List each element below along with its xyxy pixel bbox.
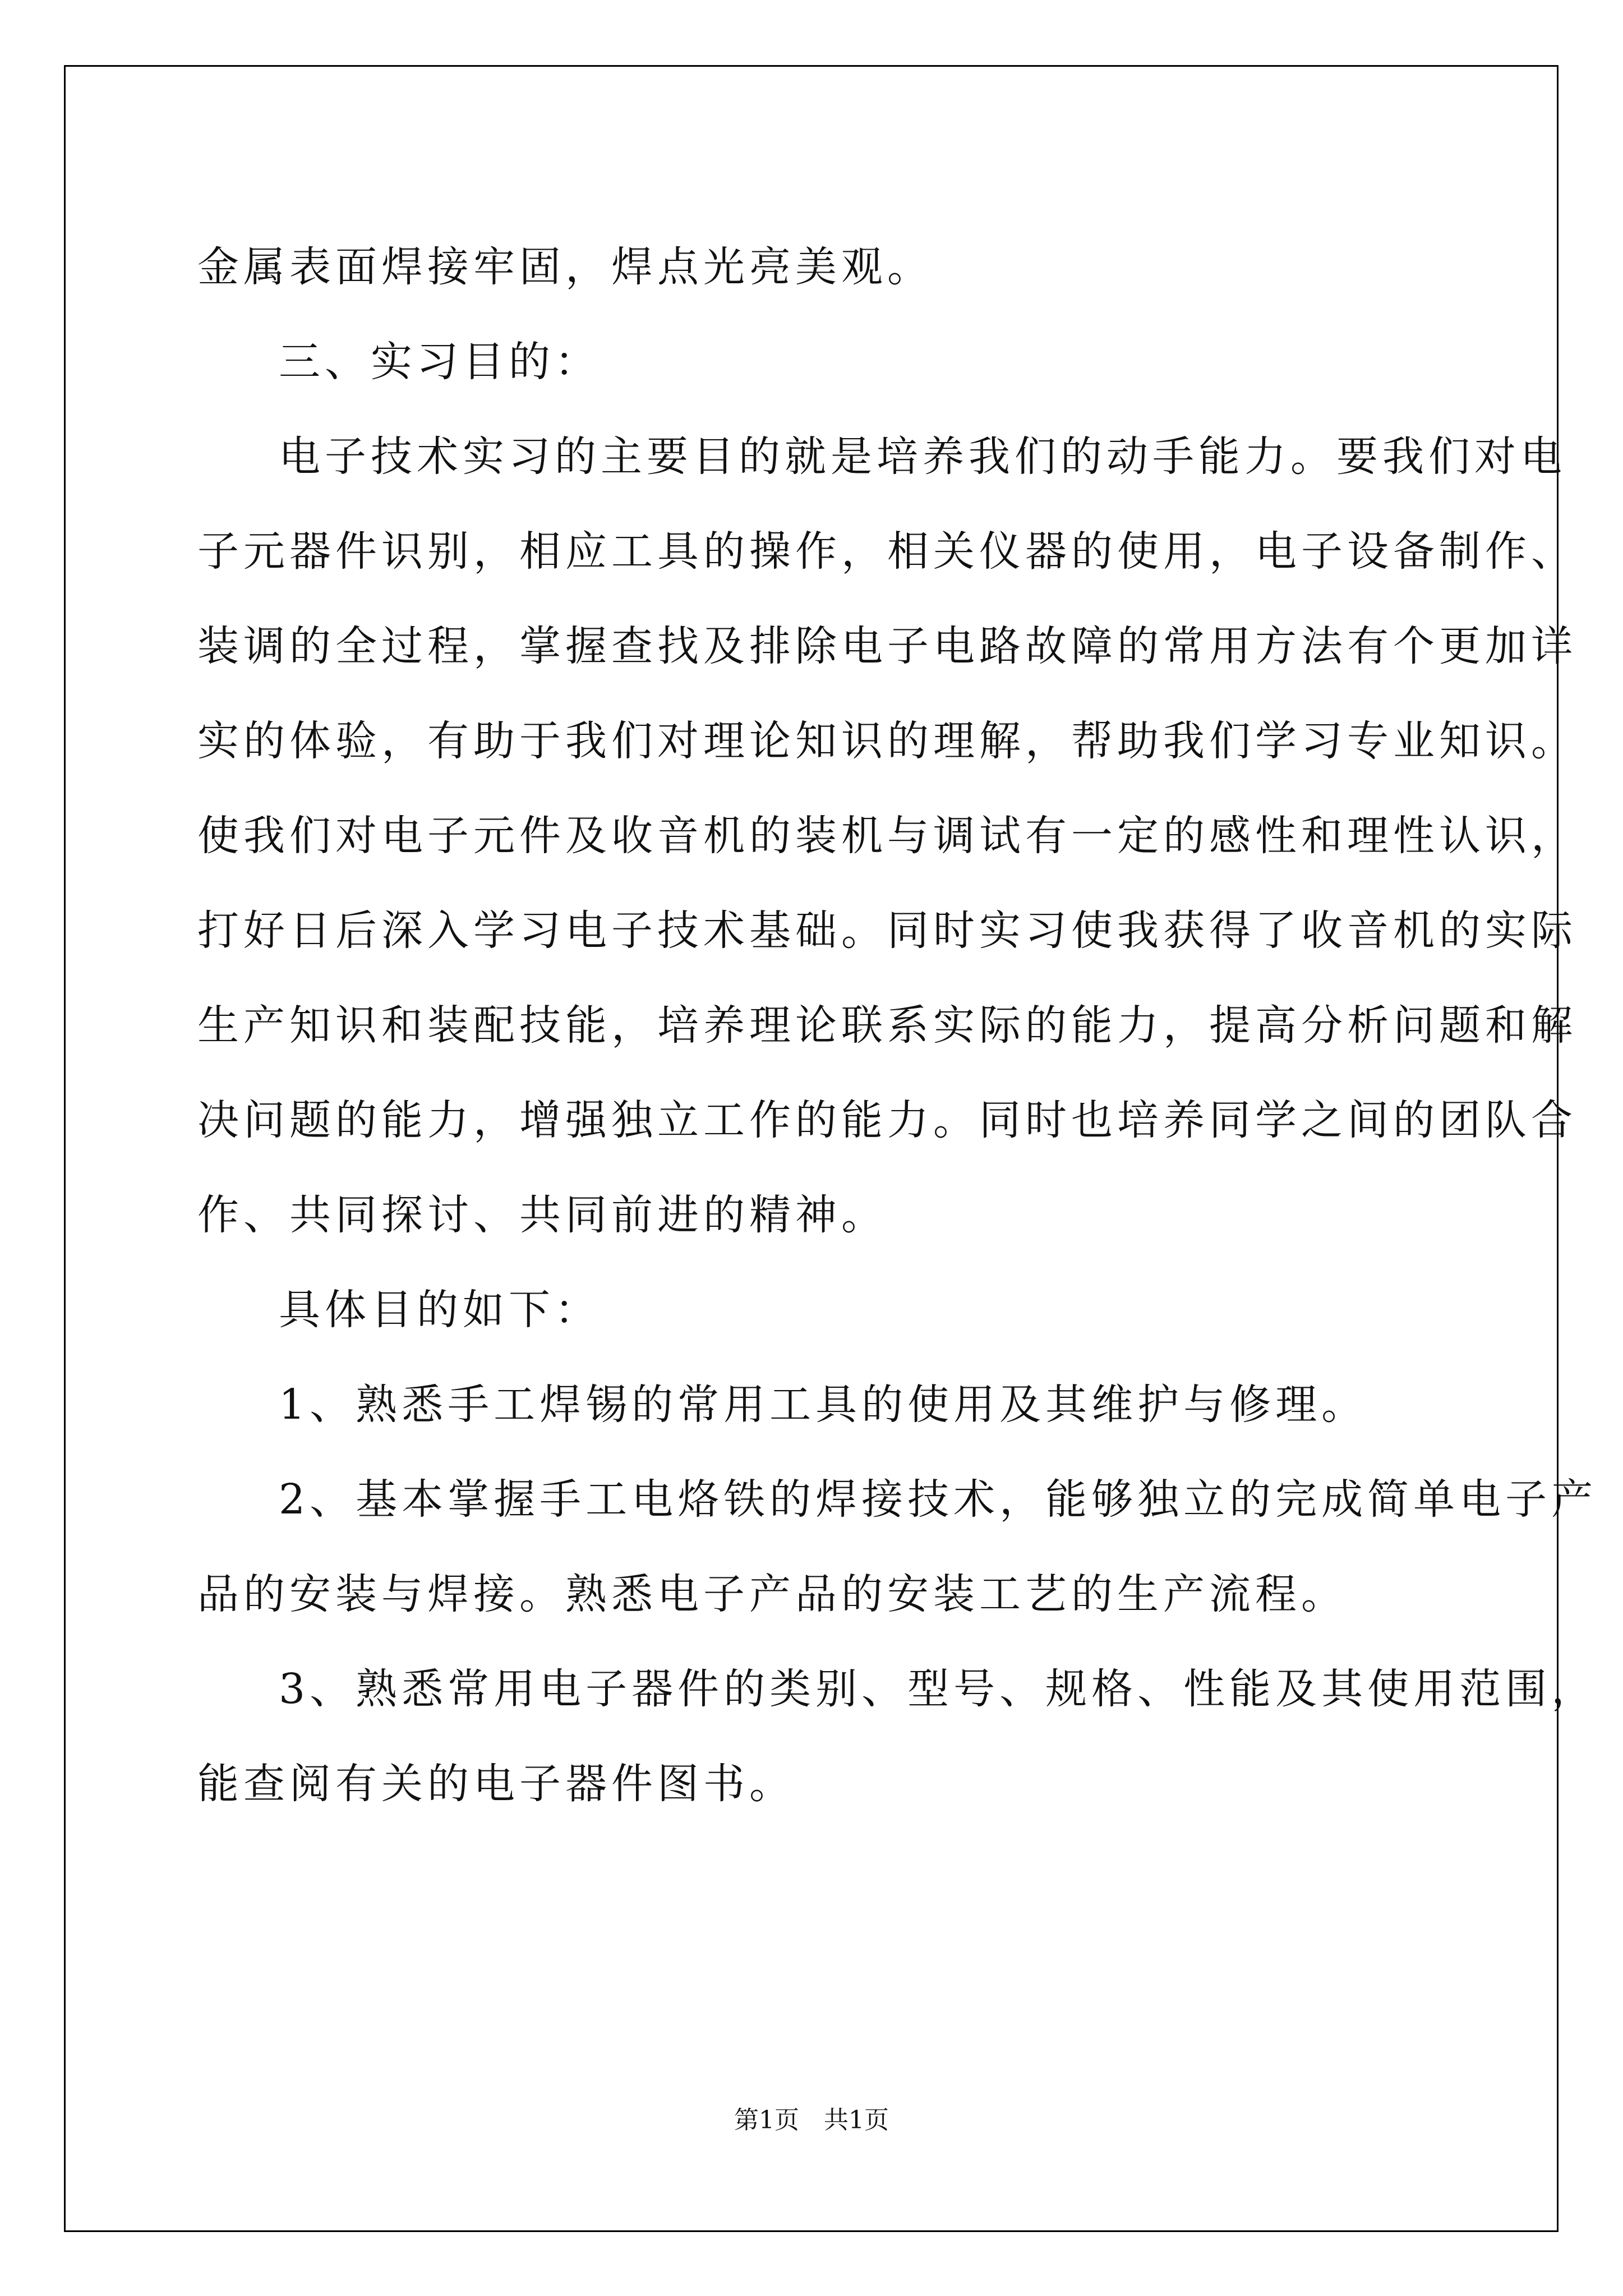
text-line-3: 电子技术实习的主要目的就是培养我们的动手能力。要我们对电: [279, 432, 1566, 481]
text-line-5: 装调的全过程，掌握查找及排除电子电路故障的常用方法有个更加详: [197, 622, 1577, 670]
page-footer: 第1页 共1页: [734, 2106, 889, 2134]
list-item-1: 1、熟悉手工焊锡的常用工具的使用及其维护与修理。: [279, 1381, 1368, 1429]
list-item-3-continued: 能查阅有关的电子器件图书。: [197, 1760, 795, 1808]
document-body: [197, 220, 1598, 1832]
text-line-10: 决问题的能力，增强独立工作的能力。同时也培养同学之间的团队合: [197, 1096, 1577, 1144]
list-item-2: 2、基本掌握手工电烙铁的焊接技术，能够独立的完成简单电子产: [279, 1475, 1598, 1524]
text-line-9: 生产知识和装配技能，培养理论联系实际的能力，提高分析问题和解: [197, 1001, 1577, 1050]
subsection-heading: 具体目的如下：: [279, 1286, 601, 1334]
text-line-4: 子元器件识别，相应工具的操作，相关仪器的使用，电子设备制作、: [197, 527, 1577, 576]
text-line-6: 实的体验，有助于我们对理论知识的理解，帮助我们学习专业知识。: [197, 717, 1577, 765]
text-line-1: 金属表面焊接牢固，焊点光亮美观。: [197, 243, 933, 291]
text-line-8: 打好日后深入学习电子技术基础。同时实习使我获得了收音机的实际: [197, 907, 1577, 955]
list-item-3: 3、熟悉常用电子器件的类别、型号、规格、性能及其使用范围，: [279, 1665, 1598, 1713]
text-line-7: 使我们对电子元件及收音机的装机与调试有一定的感性和理性认识，: [197, 812, 1577, 860]
section-heading: 三、实习目的：: [279, 338, 601, 386]
list-item-2-continued: 品的安装与焊接。熟悉电子产品的安装工艺的生产流程。: [197, 1570, 1347, 1618]
text-line-11: 作、共同探讨、共同前进的精神。: [197, 1191, 887, 1239]
